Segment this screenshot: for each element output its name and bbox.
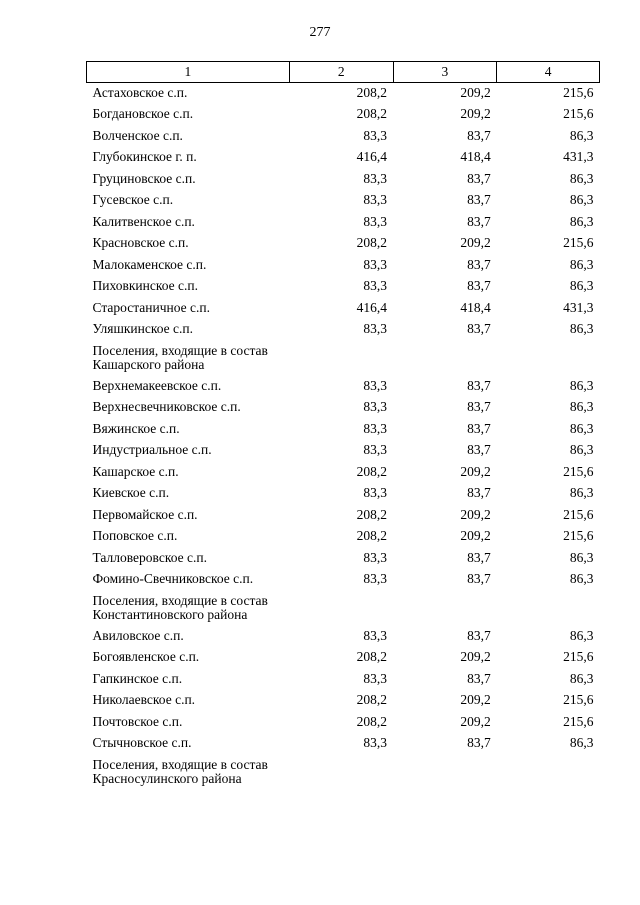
table-row [87, 626, 600, 648]
value-col-3: 83,7 [467, 192, 491, 207]
group-header-label: Поселения, входящие в состав Кашарского района [92, 342, 268, 372]
value-col-4: 86,3 [569, 321, 594, 336]
table-body [87, 83, 600, 790]
value-col-2: 208,2 [356, 528, 388, 543]
value-col-3: 209,2 [460, 692, 491, 707]
settlement-name: Стычновское с.п. [92, 735, 192, 750]
value-col-2: 208,2 [356, 463, 388, 479]
settlement-name: Индустриальное с.п. [92, 442, 212, 457]
group-header-row [87, 591, 600, 626]
table-row [87, 419, 600, 441]
settlement-name: Красновское с.п. [92, 235, 189, 250]
value-col-2: 208,2 [356, 235, 388, 250]
value-col-4: 86,3 [569, 192, 594, 207]
settlement-name: Николаевское с.п. [92, 692, 196, 707]
value-col-2: 208,2 [356, 713, 388, 729]
value-col-3: 83,7 [467, 420, 491, 436]
empty-cell [393, 755, 497, 790]
value-col-4: 215,6 [563, 506, 594, 522]
value-col-3: 209,2 [460, 649, 491, 664]
value-col-2: 83,3 [363, 549, 388, 565]
value-col-3: 83,7 [467, 321, 491, 336]
settlement-name: Малокаменское с.п. [92, 256, 207, 272]
value-col-4: 215,6 [563, 463, 594, 479]
value-col-2: 208,2 [356, 649, 388, 664]
settlement-name: Киевское с.п. [92, 485, 170, 500]
value-col-3: 83,7 [467, 670, 491, 686]
value-col-4: 86,3 [569, 442, 594, 457]
value-col-2: 83,3 [363, 127, 388, 143]
value-col-2: 83,3 [363, 170, 388, 186]
value-col-4: 215,6 [563, 649, 594, 664]
value-col-2: 83,3 [363, 627, 388, 643]
value-col-4: 86,3 [569, 627, 594, 643]
table-row [87, 548, 600, 570]
value-col-2: 83,3 [363, 256, 388, 272]
value-col-3: 209,2 [460, 235, 491, 250]
value-col-2: 83,3 [363, 192, 388, 207]
table-row [87, 190, 600, 212]
value-col-4: 86,3 [569, 170, 594, 186]
value-col-2: 416,4 [356, 299, 388, 315]
settlement-name: Гусевское с.п. [92, 192, 174, 207]
value-col-3: 209,2 [460, 506, 491, 522]
value-col-4: 86,3 [569, 549, 594, 565]
value-col-2: 83,3 [363, 399, 388, 414]
value-col-4: 86,3 [569, 399, 594, 414]
value-col-4: 86,3 [569, 213, 594, 229]
table-row [87, 462, 600, 484]
table-row [87, 212, 600, 234]
table-row [87, 298, 600, 320]
table-row [87, 376, 600, 398]
value-col-4: 215,6 [563, 692, 594, 707]
table-row [87, 397, 600, 419]
settlement-name: Первомайское с.п. [92, 506, 198, 522]
settlement-name: Богоявленское с.п. [92, 649, 200, 664]
value-col-2: 208,2 [356, 692, 388, 707]
value-col-4: 86,3 [569, 735, 594, 750]
value-col-2: 83,3 [363, 420, 388, 436]
empty-cell [497, 341, 600, 376]
group-header-label: Поселения, входящие в состав Красносулинского района [92, 756, 268, 786]
settlement-name: Богдановское с.п. [92, 106, 194, 121]
settlement-name: Уляшкинское с.п. [92, 321, 193, 336]
value-col-3: 209,2 [460, 85, 491, 100]
value-col-3: 83,7 [467, 735, 491, 750]
value-col-2: 83,3 [363, 485, 388, 500]
value-col-2: 83,3 [363, 571, 388, 586]
settlement-name: Глубокинское г. п. [92, 149, 197, 164]
value-col-2: 83,3 [363, 321, 388, 336]
value-col-3: 209,2 [460, 713, 491, 729]
table-row [87, 126, 600, 148]
value-col-3: 83,7 [467, 399, 491, 414]
value-col-4: 86,3 [569, 670, 594, 686]
settlement-name: Гапкинское с.п. [92, 670, 183, 686]
value-col-3: 83,7 [467, 256, 491, 272]
settlement-name: Астаховское с.п. [92, 85, 188, 100]
value-col-3: 83,7 [467, 442, 491, 457]
value-col-2: 83,3 [363, 442, 388, 457]
value-col-2: 83,3 [363, 377, 388, 393]
empty-cell [289, 341, 393, 376]
table-row [87, 569, 600, 591]
table-row [87, 147, 600, 169]
value-col-4: 86,3 [569, 571, 594, 586]
column-header-1: 1 [87, 62, 290, 83]
value-col-3: 83,7 [467, 278, 491, 293]
table-row [87, 690, 600, 712]
value-col-4: 431,3 [563, 299, 594, 315]
empty-cell [393, 591, 497, 626]
value-col-4: 86,3 [569, 485, 594, 500]
value-col-3: 209,2 [460, 528, 491, 543]
page-number: 277 [309, 25, 331, 40]
value-col-3: 418,4 [460, 299, 491, 315]
value-col-2: 208,2 [356, 85, 388, 100]
table-header [87, 62, 600, 83]
empty-cell [393, 341, 497, 376]
table-row [87, 669, 600, 691]
settlement-name: Почтовское с.п. [92, 713, 183, 729]
value-col-4: 86,3 [569, 420, 594, 436]
settlement-name: Груциновское с.п. [92, 170, 196, 186]
settlement-name: Талловеровское с.п. [92, 549, 207, 565]
table-row [87, 526, 600, 548]
value-col-4: 86,3 [569, 278, 594, 293]
empty-cell [289, 591, 393, 626]
value-col-3: 418,4 [460, 149, 491, 164]
value-col-4: 431,3 [563, 149, 594, 164]
table-row [87, 276, 600, 298]
budget-table [86, 61, 600, 790]
settlement-name: Пиховкинское с.п. [92, 278, 198, 293]
table-row [87, 440, 600, 462]
value-col-4: 86,3 [569, 256, 594, 272]
settlement-name: Поповское с.п. [92, 528, 178, 543]
value-col-3: 83,7 [467, 485, 491, 500]
value-col-2: 83,3 [363, 670, 388, 686]
column-header-4: 4 [497, 62, 600, 83]
settlement-name: Фомино-Свечниковское с.п. [92, 571, 254, 586]
value-col-4: 215,6 [563, 106, 594, 121]
table-row [87, 319, 600, 341]
value-col-3: 83,7 [467, 627, 491, 643]
table-row [87, 733, 600, 755]
settlement-name: Старостаничное с.п. [92, 299, 210, 315]
value-col-3: 83,7 [467, 127, 491, 143]
value-col-4: 215,6 [563, 713, 594, 729]
empty-cell [289, 755, 393, 790]
value-col-3: 83,7 [467, 213, 491, 229]
settlement-name: Авиловское с.п. [92, 627, 184, 643]
value-col-3: 209,2 [460, 106, 491, 121]
value-col-3: 83,7 [467, 170, 491, 186]
value-col-3: 83,7 [467, 377, 491, 393]
column-header-2: 2 [289, 62, 393, 83]
table-row [87, 169, 600, 191]
value-col-3: 83,7 [467, 549, 491, 565]
settlement-name: Волченское с.п. [92, 127, 183, 143]
table-row [87, 647, 600, 669]
table-row [87, 83, 600, 105]
settlement-name: Верхнесвечниковское с.п. [92, 399, 241, 414]
group-header-label: Поселения, входящие в состав Константиновского района [92, 592, 268, 622]
settlement-name: Верхнемакеевское с.п. [92, 377, 222, 393]
settlement-name: Вяжинское с.п. [92, 420, 180, 436]
value-col-2: 416,4 [356, 149, 388, 164]
settlement-name: Кашарское с.п. [92, 463, 179, 479]
table-row [87, 104, 600, 126]
group-header-row [87, 755, 600, 790]
value-col-4: 215,6 [563, 528, 594, 543]
value-col-2: 83,3 [363, 278, 388, 293]
empty-cell [497, 591, 600, 626]
table-row [87, 233, 600, 255]
table-row [87, 505, 600, 527]
table-row [87, 255, 600, 277]
value-col-3: 83,7 [467, 571, 491, 586]
value-col-2: 83,3 [363, 735, 388, 750]
value-col-4: 215,6 [563, 235, 594, 250]
value-col-4: 86,3 [569, 127, 594, 143]
settlement-name: Калитвенское с.п. [92, 213, 195, 229]
value-col-2: 83,3 [363, 213, 388, 229]
value-col-4: 215,6 [563, 85, 594, 100]
empty-cell [497, 755, 600, 790]
group-header-row [87, 341, 600, 376]
table-row [87, 483, 600, 505]
value-col-2: 208,2 [356, 106, 388, 121]
value-col-3: 209,2 [460, 463, 491, 479]
value-col-4: 86,3 [569, 377, 594, 393]
value-col-2: 208,2 [356, 506, 388, 522]
table-row [87, 712, 600, 734]
column-header-3: 3 [393, 62, 497, 83]
